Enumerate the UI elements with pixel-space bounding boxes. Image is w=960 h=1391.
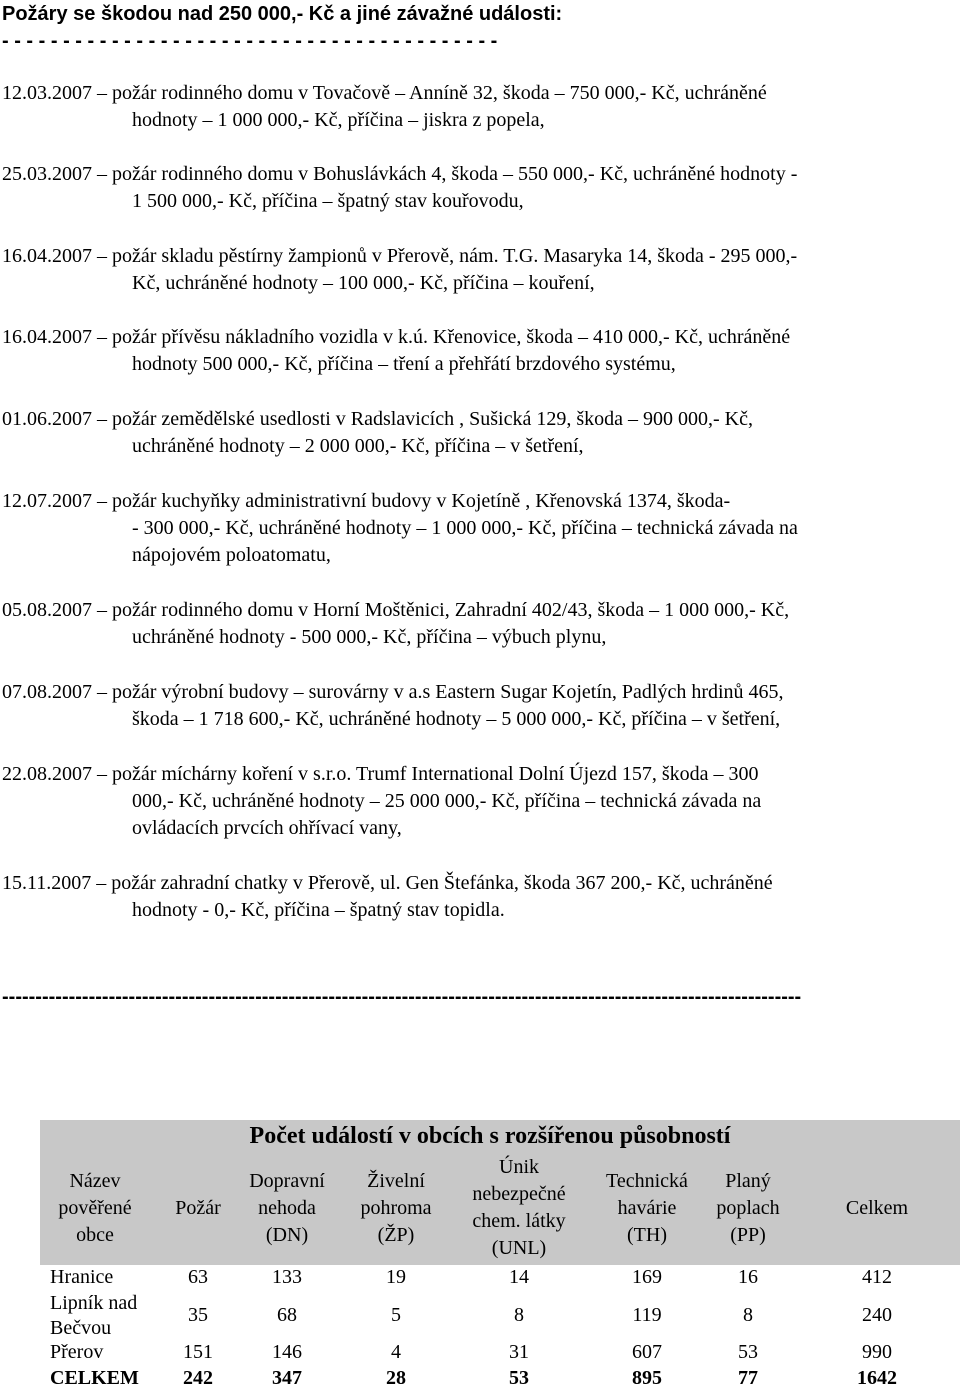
table-cell: 8 bbox=[514, 1304, 524, 1326]
table-cell: 28 bbox=[386, 1367, 406, 1389]
column-header-line: Planý bbox=[725, 1170, 771, 1192]
table-cell: 895 bbox=[632, 1367, 662, 1389]
event-line-1: 15.11.2007 – požár zahradní chatky v Přerově, ul. Gen Štefánka, škoda 367 200,- Kč, uchráněné bbox=[2, 872, 773, 894]
row-name bbox=[50, 1265, 113, 1290]
event-line-2: 000,- Kč, uchráněné hodnoty – 25 000 000,- Kč, příčina – technická závada na bbox=[132, 790, 762, 812]
table-cell: 151 bbox=[183, 1341, 213, 1363]
event-item bbox=[2, 324, 952, 378]
event-line-3: ovládacích prvcích ohřívací vany, bbox=[132, 817, 402, 839]
column-header-line: (ŽP) bbox=[377, 1224, 415, 1246]
event-line-1: 25.03.2007 – požár rodinného domu v Bohuslávkách 4, škoda – 550 000,- Kč, uchráněné hodnoty - bbox=[2, 163, 798, 185]
event-line-2: škoda – 1 718 600,- Kč, uchráněné hodnoty – 5 000 000,- Kč, příčina – v šetření, bbox=[132, 708, 781, 730]
event-line-1: 01.06.2007 – požár zemědělské usedlosti v Radslavicích , Sušická 129, škoda – 900 000,- Kč, bbox=[2, 408, 753, 430]
event-line-2: Kč, uchráněné hodnoty – 100 000,- Kč, příčina – kouření, bbox=[132, 272, 595, 294]
column-header-line: Dopravní bbox=[249, 1170, 325, 1192]
column-header-line: nehoda bbox=[258, 1197, 316, 1219]
event-item bbox=[2, 80, 952, 134]
table-cell: 53 bbox=[509, 1367, 529, 1389]
table-cell: 19 bbox=[386, 1266, 406, 1288]
table-cell: 4 bbox=[391, 1341, 401, 1363]
table-row bbox=[40, 1340, 960, 1365]
table-row bbox=[40, 1366, 960, 1391]
table-cell: 169 bbox=[632, 1266, 662, 1288]
event-line-3: nápojovém poloatomatu, bbox=[132, 544, 331, 566]
report-heading: Požáry se škodou nad 250 000,- Kč a jiné závažné události: bbox=[2, 3, 563, 25]
column-header bbox=[449, 1154, 589, 1262]
event-item bbox=[2, 243, 952, 297]
column-header-line: Celkem bbox=[845, 1197, 909, 1219]
event-item bbox=[2, 761, 952, 842]
event-item bbox=[2, 488, 952, 569]
column-header-line: obce bbox=[76, 1224, 114, 1246]
table-cell: 119 bbox=[632, 1304, 662, 1326]
table-row bbox=[40, 1265, 960, 1290]
column-header-line: (DN) bbox=[265, 1224, 309, 1246]
event-line-2: uchráněné hodnoty - 500 000,- Kč, příčina – výbuch plynu, bbox=[132, 626, 607, 648]
column-header-line: Požár bbox=[175, 1197, 221, 1219]
table-cell: 16 bbox=[738, 1266, 758, 1288]
column-header-line: havárie bbox=[617, 1197, 677, 1219]
table-cell: 133 bbox=[272, 1266, 302, 1288]
table-cell: 242 bbox=[183, 1367, 213, 1389]
table-cell: 35 bbox=[188, 1304, 208, 1326]
column-header bbox=[678, 1168, 818, 1249]
table-row bbox=[40, 1291, 960, 1339]
event-item bbox=[2, 597, 952, 651]
dashed-separator-top: - - - - - - - - - - - - - - - - - - - - - - - - - - - - - - - - - - - - - - - - - bbox=[2, 30, 498, 52]
table-cell: 31 bbox=[509, 1341, 529, 1363]
event-line-2: hodnoty - 0,- Kč, příčina – špatný stav topidla. bbox=[132, 899, 505, 921]
event-line-2: 1 500 000,- Kč, příčina – špatný stav kouřovodu, bbox=[132, 190, 524, 212]
table-cell: 607 bbox=[632, 1341, 662, 1363]
event-item bbox=[2, 679, 952, 733]
table-title: Počet událostí v obcích s rozšířenou působností bbox=[249, 1123, 731, 1149]
row-name-line: Přerov bbox=[50, 1341, 104, 1363]
row-name bbox=[50, 1291, 137, 1341]
table-cell: 68 bbox=[277, 1304, 297, 1326]
event-line-1: 07.08.2007 – požár výrobní budovy – surovárny v a.s Eastern Sugar Kojetín, Padlých hrdinů 465, bbox=[2, 681, 784, 703]
column-header-line: pověřené bbox=[58, 1197, 132, 1219]
dashed-separator-bottom: ------------------------------------------------------------------------------------------------------------------------ bbox=[2, 986, 802, 1008]
event-line-1: 05.08.2007 – požár rodinného domu v Horní Moštěnici, Zahradní 402/43, škoda – 1 000 000,- Kč, bbox=[2, 599, 790, 621]
column-header-line: Únik bbox=[499, 1156, 539, 1178]
table-cell: 77 bbox=[738, 1367, 758, 1389]
column-header-line: chem. látky bbox=[472, 1210, 566, 1232]
column-header-line: (UNL) bbox=[491, 1237, 547, 1259]
table-cell: 8 bbox=[743, 1304, 753, 1326]
column-header-line: (PP) bbox=[730, 1224, 766, 1246]
table-cell: 5 bbox=[391, 1304, 401, 1326]
column-header bbox=[326, 1168, 466, 1249]
table-cell: 990 bbox=[862, 1341, 892, 1363]
column-header-line: Živelní bbox=[367, 1170, 425, 1192]
table-cell: 14 bbox=[509, 1266, 529, 1288]
row-name-line: Hranice bbox=[50, 1266, 114, 1288]
column-header-line: nebezpečné bbox=[472, 1183, 566, 1205]
event-line-2: - 300 000,- Kč, uchráněné hodnoty – 1 000 000,- Kč, příčina – technická závada na bbox=[132, 517, 798, 539]
table-cell: 63 bbox=[188, 1266, 208, 1288]
event-line-2: uchráněné hodnoty – 2 000 000,- Kč, příčina – v šetření, bbox=[132, 435, 584, 457]
event-item bbox=[2, 870, 952, 924]
table-cell: 1642 bbox=[857, 1367, 897, 1389]
event-line-2: hodnoty – 1 000 000,- Kč, příčina – jiskra z popela, bbox=[132, 109, 545, 131]
event-line-1: 16.04.2007 – požár přívěsu nákladního vozidla v k.ú. Křenovice, škoda – 410 000,- Kč, uchráněné bbox=[2, 326, 791, 348]
table-cell: 53 bbox=[738, 1341, 758, 1363]
table-cell: 240 bbox=[862, 1304, 892, 1326]
row-name bbox=[50, 1366, 139, 1391]
column-header-line: (TH) bbox=[627, 1224, 667, 1246]
column-header-line: Název bbox=[69, 1170, 121, 1192]
event-item bbox=[2, 161, 952, 215]
column-header-line: Technická bbox=[606, 1170, 688, 1192]
table-cell: 146 bbox=[272, 1341, 302, 1363]
row-name bbox=[50, 1340, 103, 1365]
column-header-line: poplach bbox=[716, 1197, 780, 1219]
column-header-line: pohroma bbox=[360, 1197, 432, 1219]
event-line-1: 22.08.2007 – požár míchárny koření v s.r.o. Trumf International Dolní Újezd 157, škoda – 300 bbox=[2, 763, 759, 785]
table-cell: 347 bbox=[272, 1367, 302, 1389]
column-header bbox=[807, 1195, 947, 1222]
event-line-1: 16.04.2007 – požár skladu pěstírny žampionů v Přerově, nám. T.G. Masaryka 14, škoda - 295 000,- bbox=[2, 245, 798, 267]
table-cell: 412 bbox=[862, 1266, 892, 1288]
row-name-line: CELKEM bbox=[50, 1367, 139, 1389]
row-name-line: Bečvou bbox=[50, 1317, 112, 1339]
event-line-2: hodnoty 500 000,- Kč, příčina – tření a přehřátí brzdového systému, bbox=[132, 353, 676, 375]
event-line-1: 12.03.2007 – požár rodinného domu v Tovačově – Anníně 32, škoda – 750 000,- Kč, uchráněné bbox=[2, 82, 767, 104]
event-line-1: 12.07.2007 – požár kuchyňky administrativní budovy v Kojetíně , Křenovská 1374, škoda- bbox=[2, 490, 731, 512]
event-item bbox=[2, 406, 952, 460]
row-name-line: Lipník nad bbox=[50, 1292, 138, 1314]
